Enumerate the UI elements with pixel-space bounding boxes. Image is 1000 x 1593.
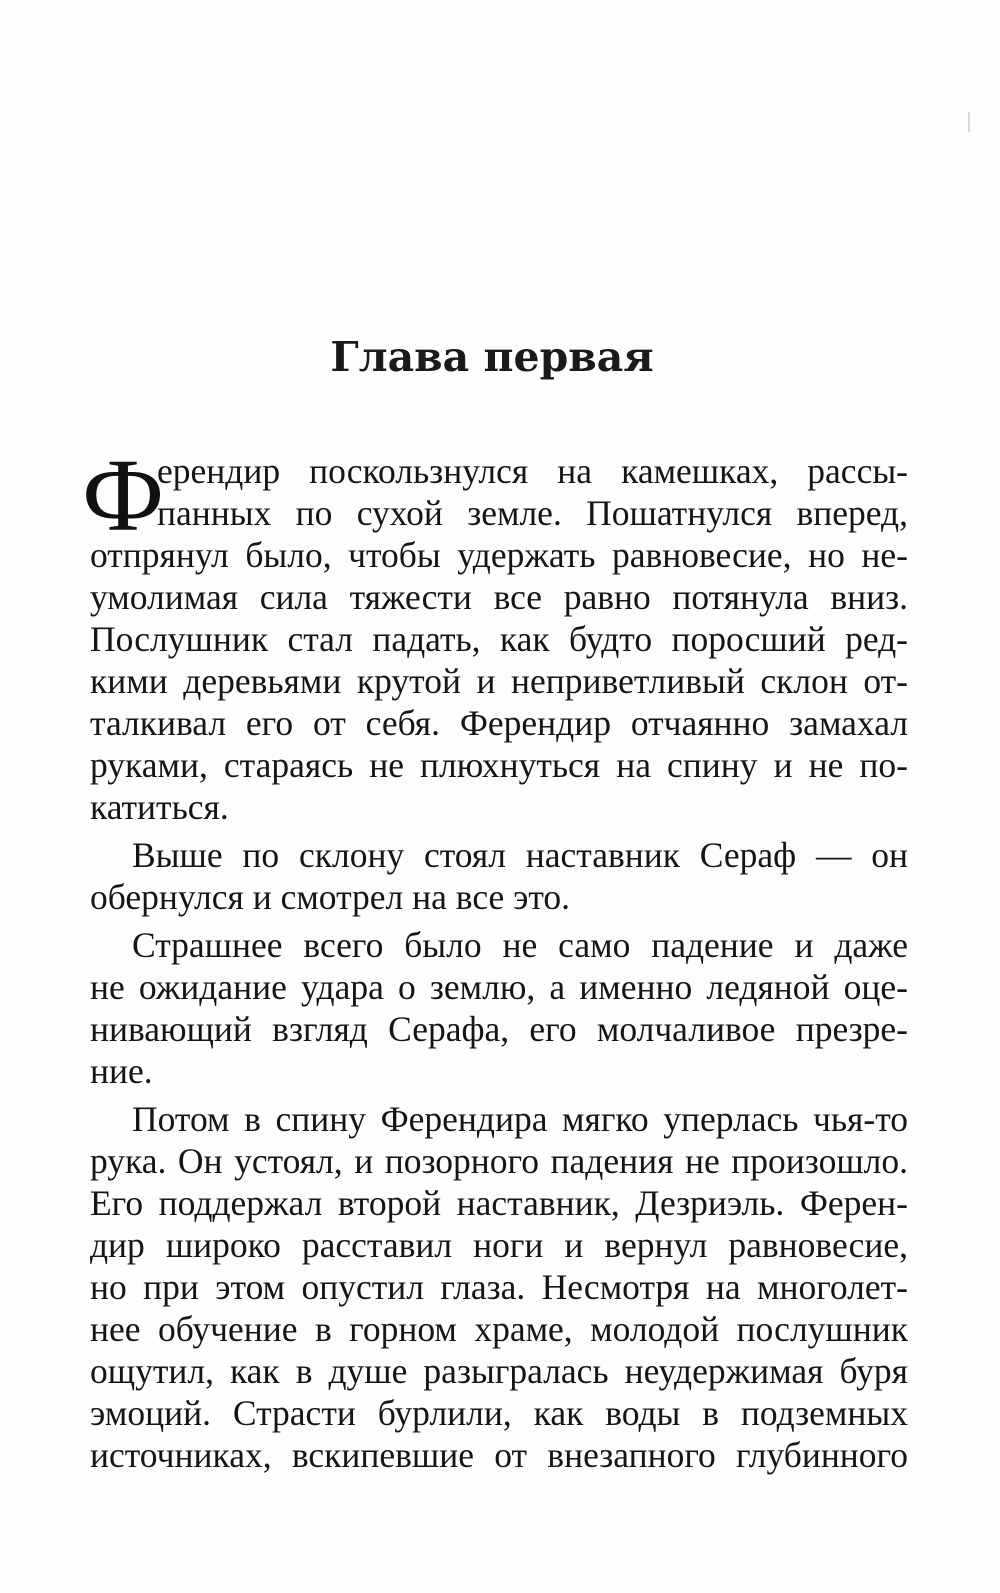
text-line: рука. Он устоял, и позорного падения не произошло.: [90, 1141, 908, 1181]
text-line: обернулся и смотрел на все это.: [90, 877, 571, 917]
paragraph-3: [90, 924, 908, 1092]
text-line: Выше по склону стоял наставник Сераф — он: [132, 835, 908, 875]
text-line: руками, стараясь не плюхнуться на спину и не по-: [90, 745, 908, 785]
text-line: нивающий взгляд Серафа, его молчаливое презре-: [90, 1009, 908, 1049]
text-line: дир широко расставил ноги и вернул равновесие,: [90, 1225, 908, 1265]
scan-artifact: [968, 112, 970, 132]
text-line: ерендир поскользнулся на камешках, рассы-: [157, 451, 908, 491]
paragraph-2: [90, 834, 908, 918]
text-line: умолимая сила тяжести все равно потянула вниз.: [90, 577, 908, 617]
text-line: нее обучение в горном храме, молодой послушник: [90, 1309, 908, 1349]
paragraph-1: [82, 438, 908, 828]
paragraph-4: [90, 1098, 908, 1476]
text-line: Потом в спину Ферендира мягко уперлась чья-то: [132, 1099, 908, 1139]
text-line: ние.: [90, 1051, 153, 1091]
chapter-body: [82, 438, 908, 1482]
text-line: не ожидание удара о землю, а именно ледяной оце-: [90, 967, 908, 1007]
chapter-title: Глава первая: [330, 333, 654, 381]
text-line: источниках, вскипевшие от внезапного глубинного: [90, 1435, 908, 1475]
text-line: ощутил, как в душе разыгралась неудержимая буря: [90, 1351, 908, 1391]
text-line: отпрянул было, чтобы удержать равновесие, но не-: [90, 535, 908, 575]
text-line: но при этом опустил глаза. Несмотря на многолет-: [90, 1267, 908, 1307]
text-line: Его поддержал второй наставник, Дезриэль. Ферен-: [90, 1183, 908, 1223]
text-line: эмоций. Страсти бурлили, как воды в подземных: [90, 1393, 908, 1433]
text-line: талкивал его от себя. Ферендир отчаянно замахал: [90, 703, 908, 743]
text-line: Страшнее всего было не само падение и даже: [132, 925, 908, 965]
text-line: кими деревьями крутой и неприветливый склон от-: [90, 661, 908, 701]
text-line: панных по сухой земле. Пошатнулся вперед,: [157, 493, 908, 533]
drop-cap-letter: Ф: [82, 438, 165, 553]
text-line: Послушник стал падать, как будто поросший ред-: [90, 619, 908, 659]
text-line: катиться.: [90, 787, 229, 827]
